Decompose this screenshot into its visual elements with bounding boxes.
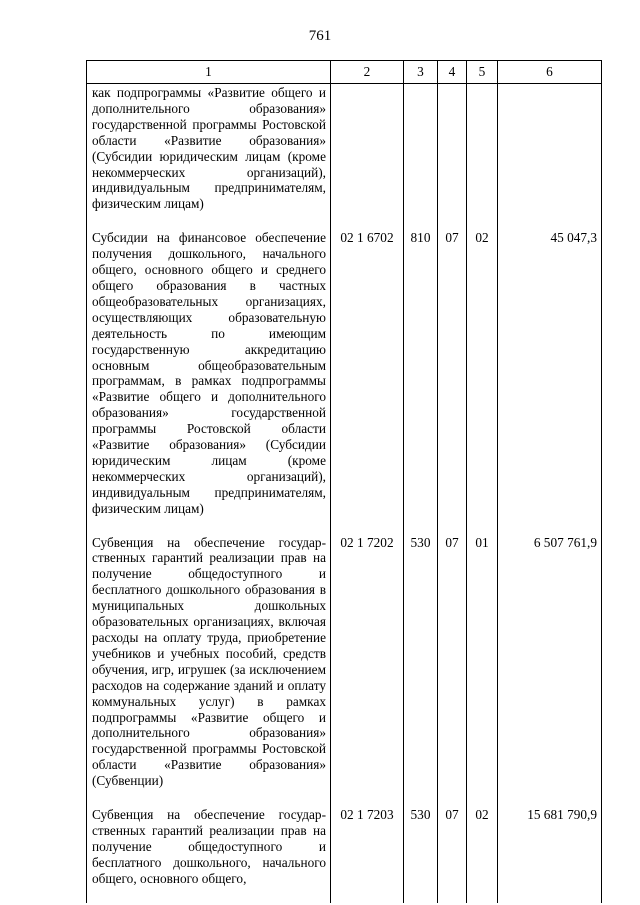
row-target-code <box>331 84 404 229</box>
row-description: Субвенция на обеспечение государственных гарантий реализации прав на получение общедоступного и бесплатного дошкольного, начального общего, основного общего, <box>87 805 331 903</box>
row-description: Субсидии на финансовое обеспечение получения дошкольного, начального общего, основного общего и среднего общего образования в частных общеобразовательных организациях, осуществляющих образовательную деятельность по имеющим государственную аккредитацию основным общеобразовательным программам, в рамках подпрограммы «Развитие общего и дополнительного образования» государственной программы Ростовской области «Развитие образования» (Субсидии юридическим лицам (кроме некоммерческих организаций), индивидуальным предпринимателям, физическим лицам) <box>87 228 331 532</box>
row-subsection: 02 <box>467 805 498 903</box>
row-section <box>438 84 467 229</box>
header-row <box>87 61 602 84</box>
row-section: 07 <box>438 228 467 532</box>
row-expense-type: 530 <box>404 805 438 903</box>
row-description: как подпрограммы «Развитие общего и дополнительного образования» государственной программы Ростовской области «Развитие образования» (Субсидии юридическим лицам (кроме некоммерческих организаций), индивидуальным предпринимателям, физическим лицам) <box>87 84 331 229</box>
column-header-4: 4 <box>438 61 467 84</box>
table-body <box>87 84 602 903</box>
column-header-1: 1 <box>87 61 331 84</box>
row-amount: 6 507 761,9 <box>498 533 602 806</box>
row-target-code: 02 1 7202 <box>331 533 404 806</box>
column-header-5: 5 <box>467 61 498 84</box>
budget-table <box>86 60 602 903</box>
row-description: Субвенция на обеспечение государственных гарантий реализации прав на получение общедоступного и бесплатного дошкольного образования в муниципальных дошкольных образовательных организациях, включая расходы на оплату труда, приобретение учебников и учебных пособий, средств обучения, игр, игрушек (за исключением расходов на содержание зданий и оплату коммунальных услуг) в рамках подпрограммы «Развитие общего и дополнительного образования» государственной программы Ростовской области «Развитие образования» (Субвенции) <box>87 533 331 806</box>
row-subsection: 02 <box>467 228 498 532</box>
column-header-2: 2 <box>331 61 404 84</box>
row-amount: 15 681 790,9 <box>498 805 602 903</box>
table-row <box>87 84 602 229</box>
row-expense-type: 810 <box>404 228 438 532</box>
table-row <box>87 805 602 903</box>
row-subsection: 01 <box>467 533 498 806</box>
table-header <box>87 61 602 84</box>
table-row <box>87 533 602 806</box>
table-row <box>87 228 602 532</box>
row-expense-type: 530 <box>404 533 438 806</box>
row-target-code: 02 1 6702 <box>331 228 404 532</box>
row-expense-type <box>404 84 438 229</box>
row-section: 07 <box>438 533 467 806</box>
page-number: 761 <box>308 28 332 44</box>
row-subsection <box>467 84 498 229</box>
row-target-code: 02 1 7203 <box>331 805 404 903</box>
row-amount <box>498 84 602 229</box>
column-header-3: 3 <box>404 61 438 84</box>
row-amount: 45 047,3 <box>498 228 602 532</box>
column-header-6: 6 <box>498 61 602 84</box>
row-section: 07 <box>438 805 467 903</box>
